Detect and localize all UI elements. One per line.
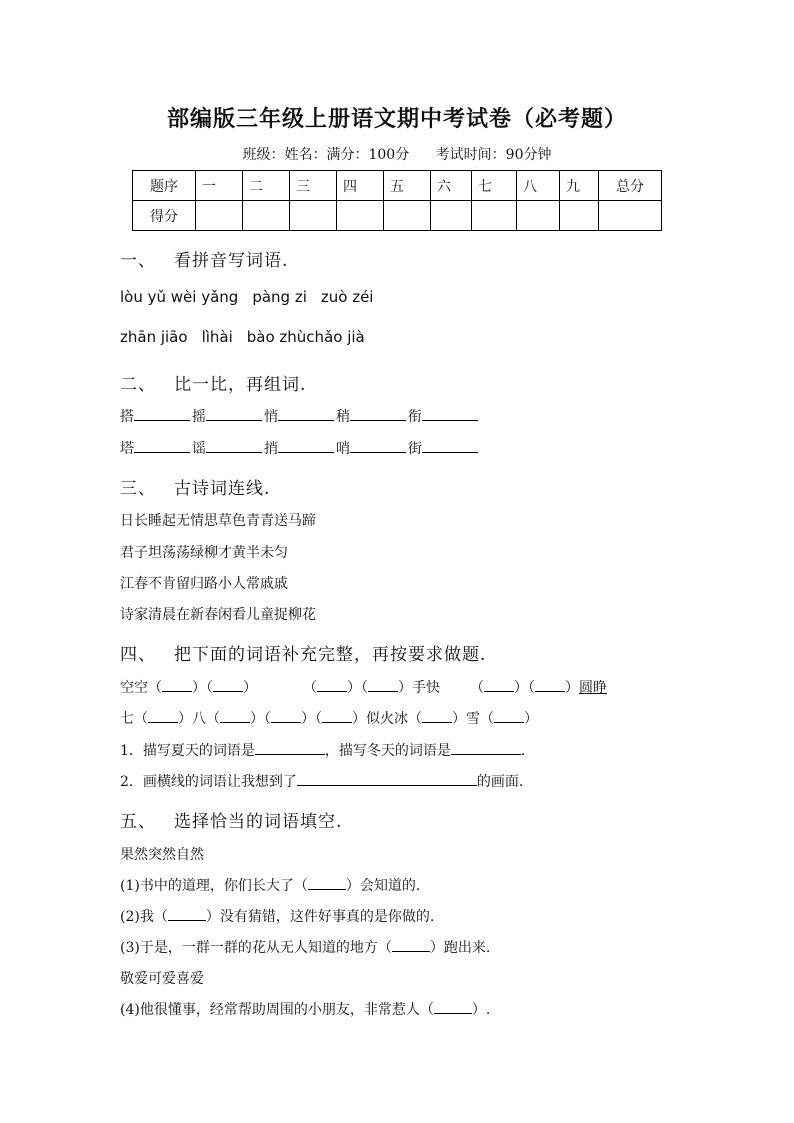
poem-line: 日长睡起无情思草色青青送马蹄	[120, 513, 316, 529]
score-header-cell: 二	[243, 171, 290, 201]
answer-blank[interactable]	[148, 708, 178, 723]
pinyin-line-2: zhān jiāo lìhài bào zhùchǎo jià	[120, 328, 365, 346]
fill-item-2: (2)我（ ）没有猜错，这件好事真的是你做的.	[120, 906, 434, 926]
score-header-cell: 题序	[133, 171, 196, 201]
fill-item-3: (3)于是，一群一群的花从无人知道的地方（ ）跑出来.	[120, 937, 490, 957]
score-header-cell: 六	[431, 171, 472, 201]
answer-blank[interactable]	[434, 999, 472, 1014]
answer-blank[interactable]	[317, 677, 347, 692]
answer-blank[interactable]	[271, 708, 301, 723]
compare-row-1: 搭 摇 悄 稍 衔	[120, 406, 480, 426]
poem-line: 江春不肯留归路小人常戚戚	[120, 576, 288, 592]
answer-blank[interactable]	[297, 771, 477, 786]
answer-blank[interactable]	[368, 677, 398, 692]
fill-item-1: (1)书中的道理，你们长大了（ ）会知道的.	[120, 875, 420, 895]
score-header-cell: 七	[472, 171, 517, 201]
answer-blank[interactable]	[535, 677, 565, 692]
answer-blank[interactable]	[422, 406, 478, 421]
word-choices-1: 果然突然自然	[120, 847, 204, 863]
answer-blank[interactable]	[278, 406, 334, 421]
fill-item-4: (4)他很懂事，经常帮助周围的小朋友，非常惹人（ ）.	[120, 999, 490, 1019]
section-3-heading: 三、 古诗词连线.	[120, 479, 271, 499]
score-header-cell: 三	[290, 171, 337, 201]
answer-blank[interactable]	[308, 875, 346, 890]
answer-blank[interactable]	[422, 438, 478, 453]
answer-blank[interactable]	[255, 740, 325, 755]
poem-line: 诗家清晨在新春闲看儿童捉柳花	[120, 607, 316, 623]
answer-blank[interactable]	[220, 708, 250, 723]
answer-blank[interactable]	[278, 438, 334, 453]
answer-blank[interactable]	[392, 937, 430, 952]
answer-blank[interactable]	[484, 677, 514, 692]
score-cell[interactable]	[599, 201, 662, 231]
score-table-score-row	[133, 201, 662, 231]
score-cell[interactable]	[384, 201, 431, 231]
section-1-heading: 一、 看拼音写词语.	[120, 251, 289, 271]
score-header-cell: 总分	[599, 171, 662, 201]
score-cell[interactable]	[337, 201, 384, 231]
section-4-heading: 四、 把下面的词语补充完整，再按要求做题.	[120, 645, 487, 665]
compare-row-2: 塔 谣 捎 哨 街	[120, 438, 480, 458]
score-header-cell: 四	[337, 171, 384, 201]
question-4-1: 1．描写夏天的词语是 ，描写冬天的词语是 .	[120, 740, 525, 760]
score-header-cell: 九	[560, 171, 599, 201]
score-cell[interactable]	[560, 201, 599, 231]
section-2-heading: 二、 比一比，再组词.	[120, 375, 307, 395]
score-row-label: 得分	[133, 201, 196, 231]
page-title: 部编版三年级上册语文期中考试卷（必考题）	[166, 106, 627, 132]
answer-blank[interactable]	[168, 906, 206, 921]
answer-blank[interactable]	[206, 406, 262, 421]
score-cell[interactable]	[243, 201, 290, 231]
exam-info	[0, 144, 794, 164]
score-header-cell: 八	[517, 171, 560, 201]
pinyin-line-1: lòu yǔ wèi yǎng pàng zi zuò zéi	[120, 288, 374, 306]
score-header-cell: 五	[384, 171, 431, 201]
answer-blank[interactable]	[162, 677, 192, 692]
score-cell[interactable]	[290, 201, 337, 231]
question-4-2: 2．画横线的词语让我想到了 的画面.	[120, 771, 523, 791]
idiom-row-2: 七（ ）八（ ）（ ）（ ）似火冰（ ）雪（ ）	[120, 708, 538, 728]
answer-blank[interactable]	[206, 438, 262, 453]
answer-blank[interactable]	[494, 708, 524, 723]
poem-line: 君子坦荡荡绿柳才黄半未匀	[120, 545, 288, 561]
answer-blank[interactable]	[350, 406, 406, 421]
idiom-row-1: 空空（ ）（ ） （ ）（ ）手快 （ ）（ ）圆睁	[120, 677, 607, 697]
answer-blank[interactable]	[134, 406, 190, 421]
section-5-heading: 五、 选择恰当的词语填空.	[120, 812, 343, 832]
answer-blank[interactable]	[134, 438, 190, 453]
score-cell[interactable]	[196, 201, 243, 231]
score-table	[132, 170, 662, 231]
score-cell[interactable]	[431, 201, 472, 231]
score-table-header-row	[133, 171, 662, 201]
answer-blank[interactable]	[422, 708, 452, 723]
answer-blank[interactable]	[322, 708, 352, 723]
answer-blank[interactable]	[213, 677, 243, 692]
class-name-score-info: 班级：姓名：满分：100分	[242, 147, 410, 163]
exam-time-info: 考试时间：90分钟	[435, 147, 552, 163]
word-choices-2: 敬爱可爱喜爱	[120, 971, 204, 987]
score-cell[interactable]	[517, 201, 560, 231]
score-cell[interactable]	[472, 201, 517, 231]
answer-blank[interactable]	[350, 438, 406, 453]
answer-blank[interactable]	[451, 740, 521, 755]
score-header-cell: 一	[196, 171, 243, 201]
